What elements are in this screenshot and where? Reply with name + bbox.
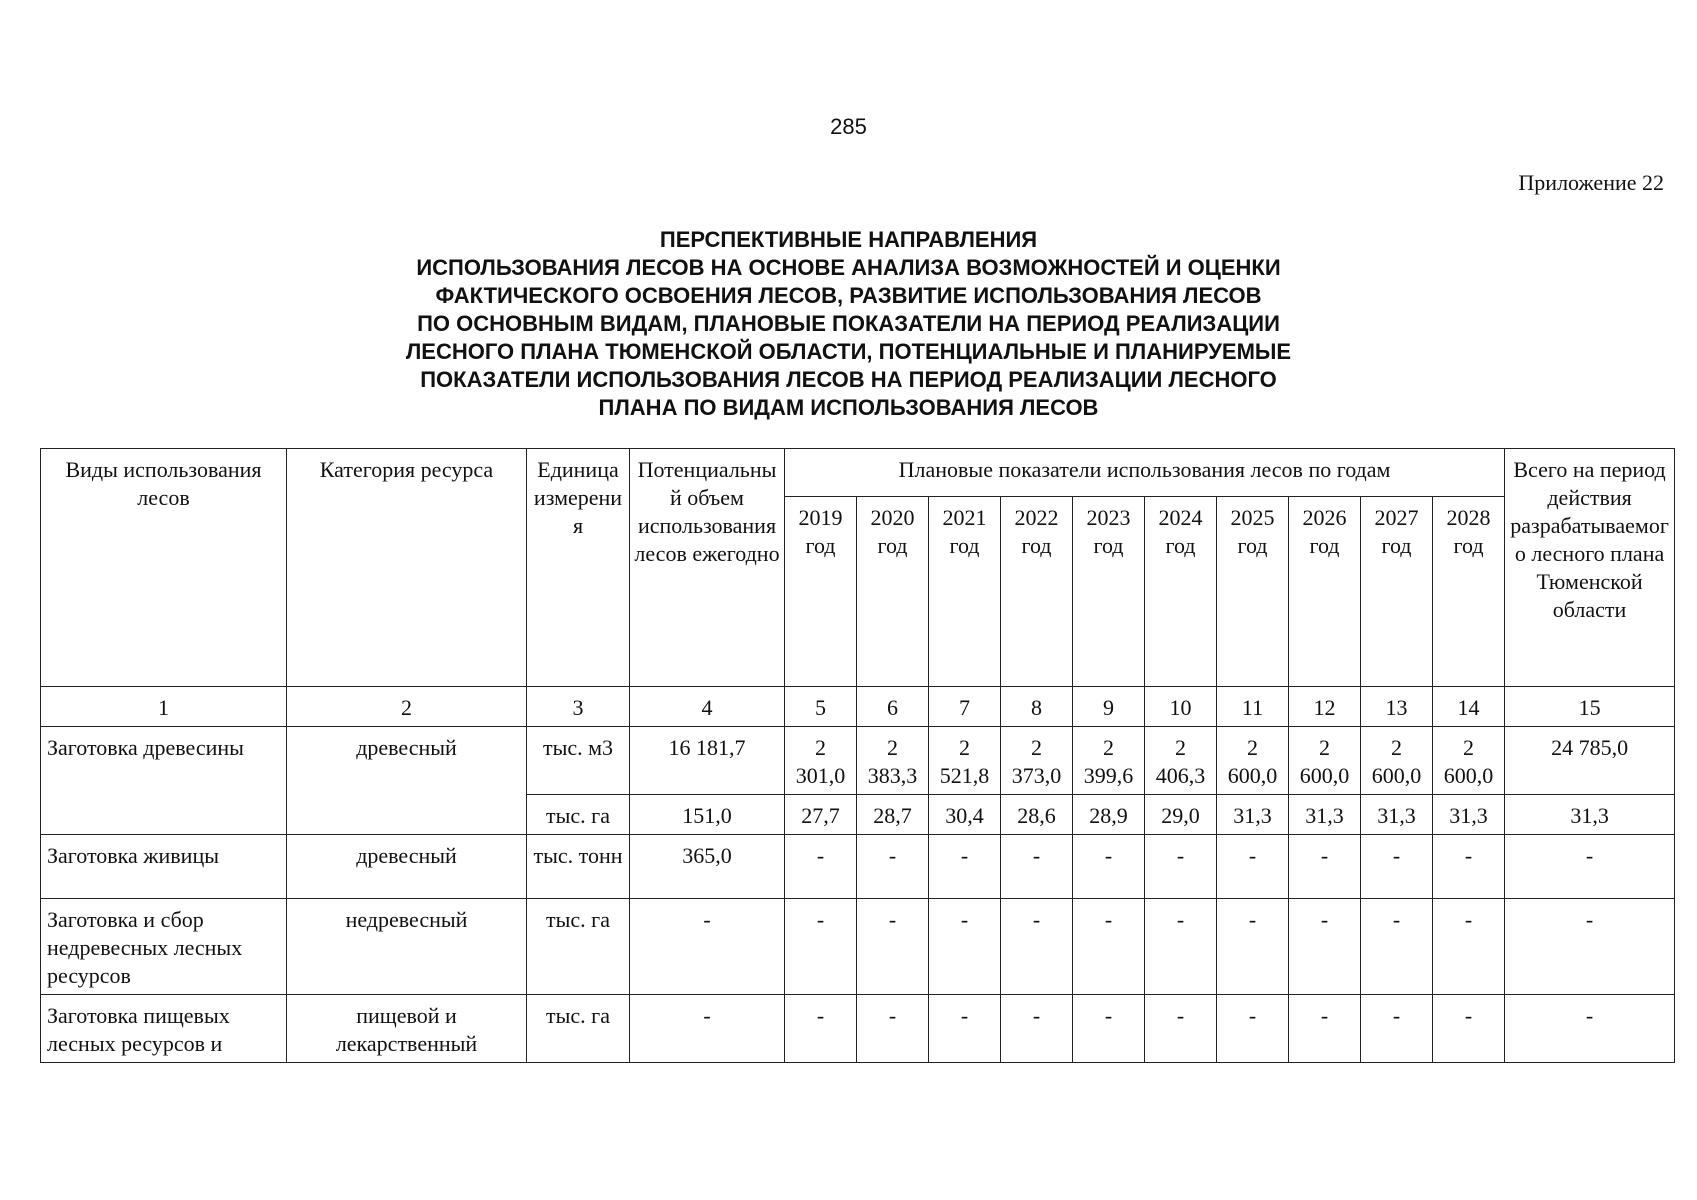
category-cell: пищевой и лекарственный: [287, 995, 527, 1063]
column-number: 14: [1433, 687, 1505, 727]
column-number: 2: [287, 687, 527, 727]
header-year: 2019 год: [785, 497, 857, 687]
year-value-cell: 28,6: [1001, 795, 1073, 835]
use-type-cell: Заготовка древесины: [41, 727, 287, 835]
header-year: 2020 год: [857, 497, 929, 687]
table-row: [41, 727, 1675, 795]
year-value-cell: 2 399,6: [1073, 727, 1145, 795]
year-value-cell: -: [1001, 899, 1073, 995]
year-value-cell: -: [1361, 899, 1433, 995]
year-value-cell: -: [1145, 835, 1217, 899]
year-value-cell: -: [1289, 995, 1361, 1063]
year-value-cell: -: [1361, 835, 1433, 899]
header-year: 2021 год: [929, 497, 1001, 687]
page-number: 285: [830, 114, 867, 139]
unit-cell: тыс. га: [527, 899, 630, 995]
forest-use-table: [40, 448, 1675, 1063]
year-value-cell: -: [857, 995, 929, 1063]
unit-cell: тыс. м3: [527, 727, 630, 795]
table-row: [41, 899, 1675, 995]
category-cell: древесный: [287, 727, 527, 835]
year-value-cell: -: [1433, 835, 1505, 899]
year-value-cell: -: [1217, 995, 1289, 1063]
column-number: 15: [1505, 687, 1675, 727]
year-value-cell: 31,3: [1433, 795, 1505, 835]
header-potential: Потенциальный объем использования лесов ежегодно: [630, 449, 785, 687]
column-number: 6: [857, 687, 929, 727]
year-value-cell: -: [1433, 899, 1505, 995]
column-number: 5: [785, 687, 857, 727]
year-value-cell: -: [857, 835, 929, 899]
year-value-cell: -: [785, 899, 857, 995]
year-value-cell: 2 301,0: [785, 727, 857, 795]
header-year: 2022 год: [1001, 497, 1073, 687]
year-value-cell: -: [1073, 835, 1145, 899]
total-cell: -: [1505, 995, 1675, 1063]
column-number: 12: [1289, 687, 1361, 727]
header-resource-category: Категория ресурса: [287, 449, 527, 687]
header-planned-group: Плановые показатели использования лесов по годам: [785, 449, 1505, 497]
column-number: 1: [41, 687, 287, 727]
title-line: ПЕРСПЕКТИВНЫЕ НАПРАВЛЕНИЯ: [659, 227, 1038, 252]
use-type-cell: Заготовка и сбор недревесных лесных ресурсов: [41, 899, 287, 995]
year-value-cell: -: [1001, 835, 1073, 899]
year-value-cell: -: [1289, 899, 1361, 995]
year-value-cell: 31,3: [1217, 795, 1289, 835]
year-value-cell: -: [1073, 995, 1145, 1063]
header-year: 2024 год: [1145, 497, 1217, 687]
year-value-cell: -: [1433, 995, 1505, 1063]
title-line: ПО ОСНОВНЫМ ВИДАМ, ПЛАНОВЫЕ ПОКАЗАТЕЛИ НА ПЕРИОД РЕАЛИЗАЦИИ: [417, 311, 1280, 336]
header-total: Всего на период действия разрабатываемого лесного плана Тюменской области: [1505, 449, 1675, 687]
potential-cell: -: [630, 899, 785, 995]
potential-cell: 151,0: [630, 795, 785, 835]
year-value-cell: -: [1073, 899, 1145, 995]
header-year: 2028 год: [1433, 497, 1505, 687]
year-value-cell: -: [785, 835, 857, 899]
year-value-cell: 31,3: [1361, 795, 1433, 835]
year-value-cell: -: [1217, 899, 1289, 995]
year-value-cell: -: [1361, 995, 1433, 1063]
potential-cell: -: [630, 995, 785, 1063]
year-value-cell: 28,7: [857, 795, 929, 835]
title-line: ПОКАЗАТЕЛИ ИСПОЛЬЗОВАНИЯ ЛЕСОВ НА ПЕРИОД РЕАЛИЗАЦИИ ЛЕСНОГО: [420, 367, 1277, 392]
header-year: 2023 год: [1073, 497, 1145, 687]
unit-cell: тыс. тонн: [527, 835, 630, 899]
total-cell: -: [1505, 899, 1675, 995]
appendix-label: Приложение 22: [1518, 170, 1664, 195]
year-value-cell: -: [1289, 835, 1361, 899]
year-value-cell: -: [785, 995, 857, 1063]
header-year: 2026 год: [1289, 497, 1361, 687]
total-cell: 31,3: [1505, 795, 1675, 835]
unit-cell: тыс. га: [527, 795, 630, 835]
document-title: [0, 226, 1697, 422]
total-cell: 24 785,0: [1505, 727, 1675, 795]
year-value-cell: -: [1145, 899, 1217, 995]
header-row: [41, 449, 1675, 497]
header-unit: Единица измерения: [527, 449, 630, 687]
year-value-cell: 2 521,8: [929, 727, 1001, 795]
year-value-cell: -: [1217, 835, 1289, 899]
year-value-cell: 29,0: [1145, 795, 1217, 835]
year-value-cell: 2 600,0: [1433, 727, 1505, 795]
year-value-cell: 2 406,3: [1145, 727, 1217, 795]
year-value-cell: 30,4: [929, 795, 1001, 835]
year-value-cell: 2 600,0: [1289, 727, 1361, 795]
use-type-cell: Заготовка живицы: [41, 835, 287, 899]
total-cell: -: [1505, 835, 1675, 899]
year-value-cell: -: [1145, 995, 1217, 1063]
year-value-cell: 31,3: [1289, 795, 1361, 835]
use-type-cell: Заготовка пищевых лесных ресурсов и: [41, 995, 287, 1063]
table-row: [41, 995, 1675, 1063]
table-row: [41, 835, 1675, 899]
column-number: 13: [1361, 687, 1433, 727]
unit-cell: тыс. га: [527, 995, 630, 1063]
column-number: 7: [929, 687, 1001, 727]
category-cell: недревесный: [287, 899, 527, 995]
title-line: ФАКТИЧЕСКОГО ОСВОЕНИЯ ЛЕСОВ, РАЗВИТИЕ ИСПОЛЬЗОВАНИЯ ЛЕСОВ: [435, 283, 1262, 308]
year-value-cell: 28,9: [1073, 795, 1145, 835]
column-number: 3: [527, 687, 630, 727]
title-line: ЛЕСНОГО ПЛАНА ТЮМЕНСКОЙ ОБЛАСТИ, ПОТЕНЦИАЛЬНЫЕ И ПЛАНИРУЕМЫЕ: [405, 339, 1292, 364]
year-value-cell: -: [857, 899, 929, 995]
column-number: 11: [1217, 687, 1289, 727]
year-value-cell: -: [929, 899, 1001, 995]
header-year: 2025 год: [1217, 497, 1289, 687]
year-value-cell: 2 600,0: [1217, 727, 1289, 795]
header-use-type: Виды использования лесов: [41, 449, 287, 687]
year-value-cell: 27,7: [785, 795, 857, 835]
title-line: ИСПОЛЬЗОВАНИЯ ЛЕСОВ НА ОСНОВЕ АНАЛИЗА ВОЗМОЖНОСТЕЙ И ОЦЕНКИ: [416, 255, 1281, 280]
title-line: ПЛАНА ПО ВИДАМ ИСПОЛЬЗОВАНИЯ ЛЕСОВ: [598, 395, 1099, 420]
category-cell: древесный: [287, 835, 527, 899]
year-value-cell: 2 600,0: [1361, 727, 1433, 795]
year-value-cell: 2 373,0: [1001, 727, 1073, 795]
header-year: 2027 год: [1361, 497, 1433, 687]
column-number: 9: [1073, 687, 1145, 727]
column-number-row: [41, 687, 1675, 727]
year-value-cell: -: [1001, 995, 1073, 1063]
year-value-cell: -: [929, 995, 1001, 1063]
year-value-cell: -: [929, 835, 1001, 899]
year-value-cell: 2 383,3: [857, 727, 929, 795]
potential-cell: 365,0: [630, 835, 785, 899]
column-number: 8: [1001, 687, 1073, 727]
potential-cell: 16 181,7: [630, 727, 785, 795]
column-number: 10: [1145, 687, 1217, 727]
column-number: 4: [630, 687, 785, 727]
